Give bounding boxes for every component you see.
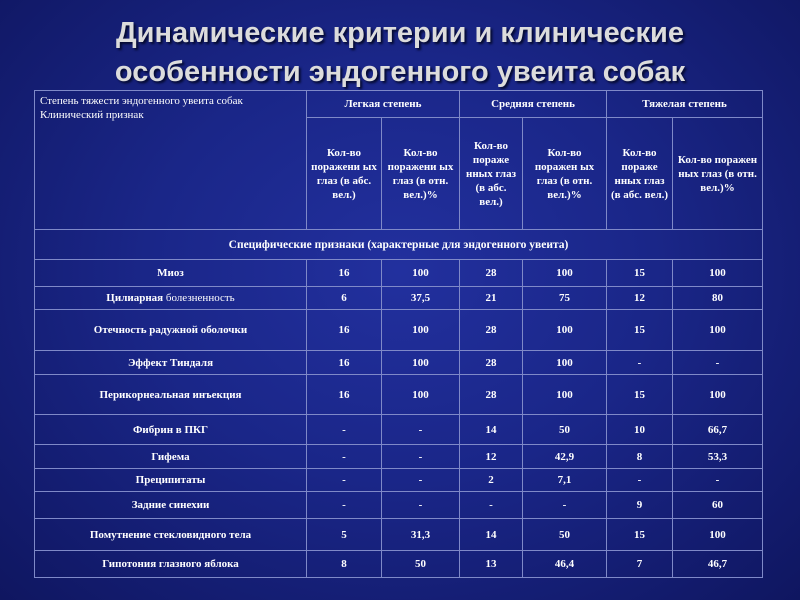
table-row [35, 445, 763, 469]
table-row [35, 519, 763, 551]
table-cell: - [673, 469, 763, 492]
data-table [34, 90, 763, 578]
row-label [35, 551, 307, 578]
slide-title-line2: особенности эндогенного увеита собак [114, 56, 686, 88]
table-cell: 100 [673, 519, 763, 551]
table-cell: 53,3 [673, 445, 763, 469]
row-label-main: Задние синехии [131, 499, 210, 511]
table-row [35, 287, 763, 310]
table-cell: 15 [607, 519, 673, 551]
row-label-main: Преципитаты [135, 474, 206, 486]
group-header-row [35, 91, 763, 118]
table-cell: - [382, 415, 460, 445]
row-label [35, 287, 307, 310]
table-cell: 37,5 [382, 287, 460, 310]
table-cell: 66,7 [673, 415, 763, 445]
table-row [35, 551, 763, 578]
table-cell: 5 [307, 519, 382, 551]
table-row [35, 375, 763, 415]
table-cell: 15 [607, 375, 673, 415]
section-label: Специфические признаки (характерные для эндогенного увеита) [35, 230, 763, 260]
row-label [35, 415, 307, 445]
table-cell: 12 [460, 445, 523, 469]
table-cell: 16 [307, 375, 382, 415]
row-label-main: Миоз [157, 267, 184, 279]
subheader-cell: Кол-во поражени ых глаз (в абс. вел.) [307, 118, 382, 230]
subheader-cell: Кол-во пораже нных глаз (в абс. вел.) [607, 118, 673, 230]
table-cell: 13 [460, 551, 523, 578]
table-cell: 60 [673, 492, 763, 519]
group-header-severe: Тяжелая степень [607, 91, 763, 118]
table-cell: 75 [523, 287, 607, 310]
subheader-cell: Кол-во поражен ых глаз (в отн. вел.)% [523, 118, 607, 230]
table-cell: 100 [382, 310, 460, 351]
table-cell: 16 [307, 260, 382, 287]
group-header-medium: Средняя степень [460, 91, 607, 118]
subheader-cell: Кол-во пораже нных глаз (в абс. вел.) [460, 118, 523, 230]
table-cell: 100 [673, 260, 763, 287]
table-cell: - [607, 469, 673, 492]
row-label [35, 260, 307, 287]
table-cell: - [382, 469, 460, 492]
table-cell: 100 [673, 310, 763, 351]
row-label-main: Фибрин в ПКГ [132, 423, 209, 436]
table-cell: 7,1 [523, 469, 607, 492]
row-label [35, 519, 307, 551]
table-cell: 16 [307, 351, 382, 375]
table-cell: 12 [607, 287, 673, 310]
table-cell: 50 [523, 519, 607, 551]
table-cell: 28 [460, 375, 523, 415]
table-cell: 50 [382, 551, 460, 578]
row-label [35, 310, 307, 351]
table-cell: 46,7 [673, 551, 763, 578]
group-header-light: Легкая степень [307, 91, 460, 118]
row-label-main: Отечность радужной оболочки [93, 324, 248, 336]
table-cell: 7 [607, 551, 673, 578]
table-cell: 21 [460, 287, 523, 310]
row-label [35, 375, 307, 415]
row-label-main: Гифема [151, 450, 190, 463]
row-label-main: Гипотония глазного яблока [102, 558, 239, 570]
table-cell: 50 [523, 415, 607, 445]
slide-title [0, 14, 800, 92]
row-label [35, 351, 307, 375]
corner-header-cell [35, 91, 307, 230]
table-row [35, 310, 763, 351]
table-cell: 46,4 [523, 551, 607, 578]
table-cell: 6 [307, 287, 382, 310]
subheader-cell: Кол-во поражен ных глаз (в отн. вел.)% [673, 118, 763, 230]
table-row [35, 260, 763, 287]
row-label-main: Помутнение стекловидного тела [89, 528, 252, 541]
row-label [35, 445, 307, 469]
slide-title-line1: Динамические критерии и клинические [116, 17, 684, 49]
table-cell: 8 [307, 551, 382, 578]
table-row [35, 469, 763, 492]
table-cell: 100 [382, 351, 460, 375]
table-cell: 10 [607, 415, 673, 445]
table-cell: - [307, 469, 382, 492]
table-cell: 100 [523, 375, 607, 415]
table-cell: - [382, 445, 460, 469]
row-label-sub: болезненность [165, 292, 235, 304]
table-cell: 2 [460, 469, 523, 492]
table-cell: 100 [382, 375, 460, 415]
table-cell: - [673, 351, 763, 375]
row-label [35, 469, 307, 492]
table-cell: 31,3 [382, 519, 460, 551]
section-row [35, 230, 763, 260]
table-cell: 80 [673, 287, 763, 310]
table-cell: 14 [460, 415, 523, 445]
table-cell: - [382, 492, 460, 519]
table-cell: 28 [460, 351, 523, 375]
table-cell: 15 [607, 260, 673, 287]
table-cell: 100 [673, 375, 763, 415]
table-cell: - [307, 445, 382, 469]
table-cell: 15 [607, 310, 673, 351]
table-cell: 28 [460, 260, 523, 287]
row-label-main: Перикорнеальная инъекция [99, 388, 242, 401]
table-cell: - [523, 492, 607, 519]
table-row [35, 492, 763, 519]
table-cell: 100 [382, 260, 460, 287]
table-cell: - [307, 415, 382, 445]
table-row [35, 351, 763, 375]
table-cell: - [460, 492, 523, 519]
table-cell: - [307, 492, 382, 519]
table-cell: 28 [460, 310, 523, 351]
corner-header-line1: Степень тяжести эндогенного увеита собак [40, 95, 243, 107]
subheader-cell: Кол-во поражени ых глаз (в отн. вел.)% [382, 118, 460, 230]
table-cell: 100 [523, 310, 607, 351]
table-cell: 14 [460, 519, 523, 551]
table-cell: 16 [307, 310, 382, 351]
table-cell: 100 [523, 260, 607, 287]
table-cell: 100 [523, 351, 607, 375]
row-label [35, 492, 307, 519]
table-cell: 8 [607, 445, 673, 469]
table-cell: 9 [607, 492, 673, 519]
table-cell: 42,9 [523, 445, 607, 469]
table-cell: - [607, 351, 673, 375]
row-label-main: Эффект Тиндаля [127, 356, 214, 369]
table-row [35, 415, 763, 445]
corner-header-line2: Клинический признак [40, 109, 144, 121]
row-label-main: Цилиарная [106, 292, 166, 304]
